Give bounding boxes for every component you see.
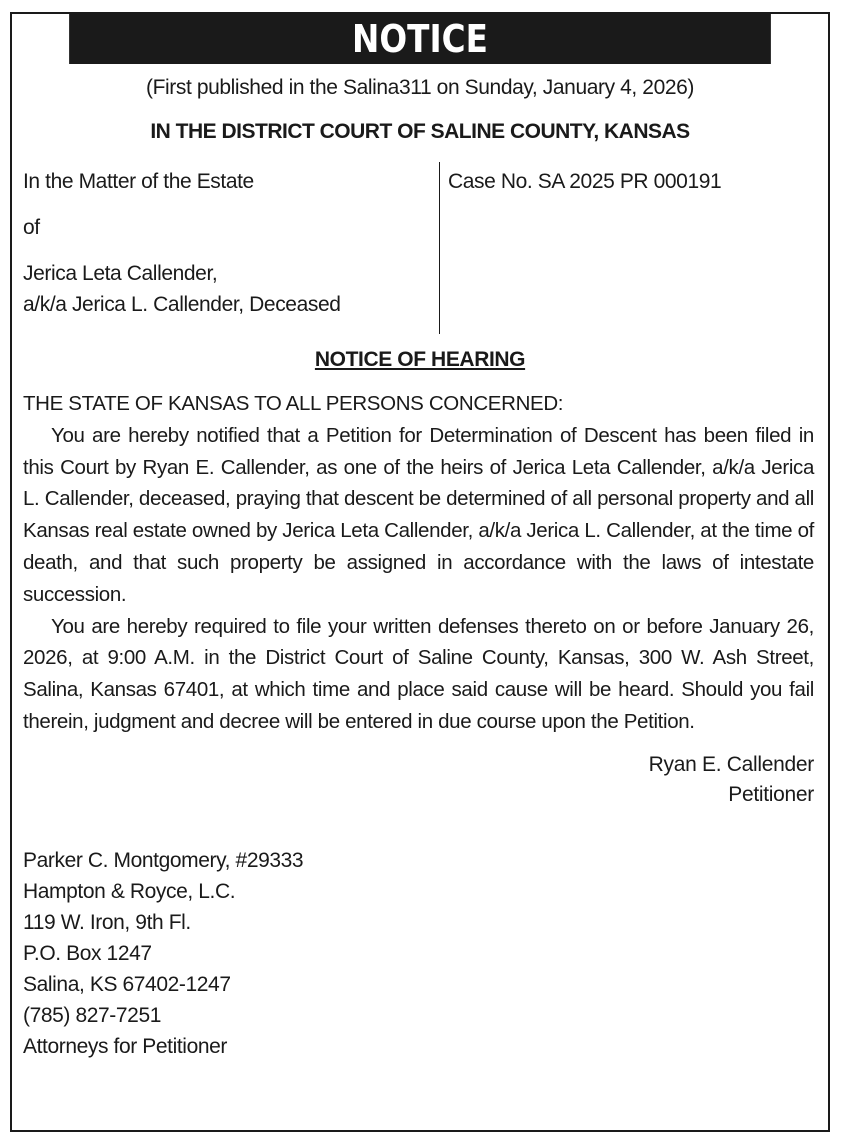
petitioner-name: Ryan E. Callender <box>648 752 814 776</box>
attorney-name: Parker C. Montgomery, #29333 <box>23 848 304 872</box>
caption-parties <box>23 166 433 320</box>
petitioner-signature <box>12 750 814 810</box>
hearing-title: NOTICE OF HEARING <box>314 348 526 371</box>
petitioner-role: Petitioner <box>728 782 814 806</box>
court-title: IN THE DISTRICT COURT OF SALINE COUNTY, KANSAS <box>150 120 690 143</box>
attorney-role: Attorneys for Petitioner <box>23 1034 227 1058</box>
attorney-firm: Hampton & Royce, L.C. <box>23 879 236 903</box>
publication-line: (First published in the Salina311 on Sunday, January 4, 2026) <box>145 76 694 99</box>
attorney-po-box: P.O. Box 1247 <box>23 941 152 965</box>
notice-body <box>23 388 814 738</box>
salutation: THE STATE OF KANSAS TO ALL PERSONS CONCERNED: <box>23 392 564 415</box>
notice-banner-title: NOTICE <box>69 14 771 64</box>
legal-notice <box>10 12 830 1132</box>
caption-decedent-name: Jerica Leta Callender, <box>23 262 218 285</box>
case-number: Case No. SA 2025 PR 000191 <box>448 170 722 193</box>
attorney-city: Salina, KS 67402-1247 <box>23 972 231 996</box>
caption-decedent-alias: a/k/a Jerica L. Callender, Deceased <box>23 293 341 316</box>
caption-of-line: of <box>23 216 40 239</box>
attorney-street: 119 W. Iron, 9th Fl. <box>23 910 191 934</box>
case-caption <box>12 162 828 334</box>
caption-divider <box>439 162 440 334</box>
caption-matter-line: In the Matter of the Estate <box>23 170 254 193</box>
attorney-phone: (785) 827-7251 <box>23 1003 162 1027</box>
attorney-block <box>23 845 828 1062</box>
body-paragraph-defenses: You are hereby required to file your written defenses thereto on or before January 26, 2026, at 9:00 A.M. in the District Court of Saline County, Kansas, 300 W. Ash Street, Salina, Kansas 67401, at which time and place said cause will be heard. Should you fail therein, judgment and decree will be entered in due course upon the Petition. <box>23 614 814 733</box>
body-paragraph-petition: You are hereby notified that a Petition for Determination of Descent has been filed in this Court by Ryan E. Callender, as one of the heirs of Jerica Leta Callender, a/k/a Jerica L. Callender, deceased, praying that descent be determined of all personal property and all Kansas real estate owned by Jerica Leta Callender, a/k/a Jerica L. Callender, at the time of death, and that such property be assigned in accordance with the laws of intestate succession. <box>23 423 814 606</box>
